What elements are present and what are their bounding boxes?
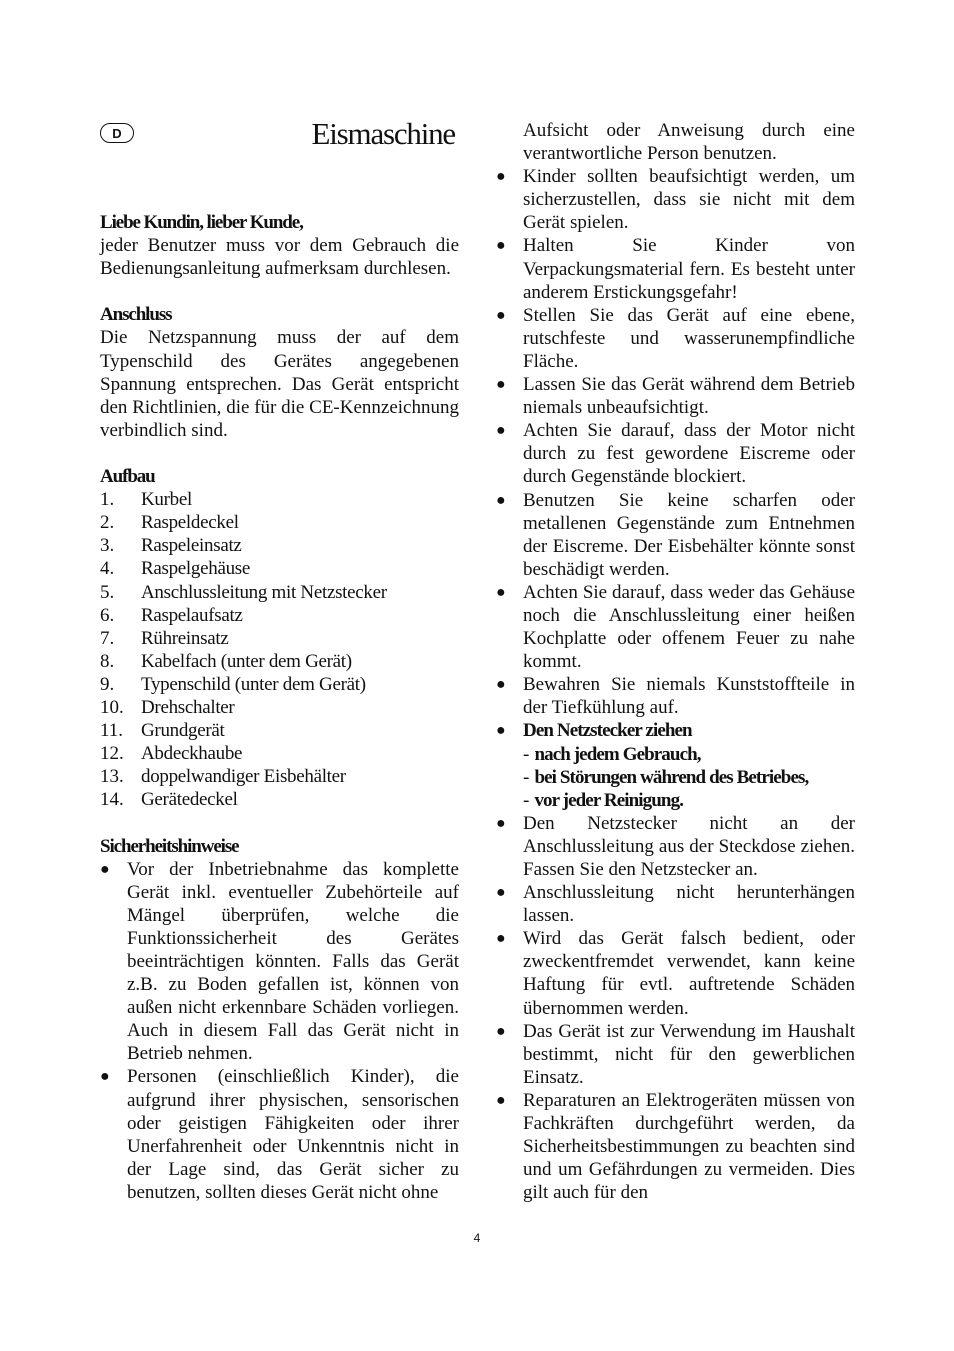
anschluss-text: Die Netzspannung muss der auf dem Typenschild des Gerätes angegebenen Spannung entsprechen. Das Gerät entspricht den Richtlinien, die für die CE-Kennzeichnung verbindlich sind.: [100, 327, 459, 441]
safety-item: ● Benutzen Sie keine scharfen oder metallenen Gegenstände zum Entnehmen der Eiscreme. Der Eisbehälter könnte sonst beschädigt werden.: [496, 489, 855, 580]
safety-item: ● Achten Sie darauf, dass der Motor nicht durch zu fest gewordene Eiscreme oder durch Gegenstände blockiert.: [496, 420, 855, 488]
list-item: 9. Typenschild (unter dem Gerät): [100, 673, 366, 695]
list-item: 4. Raspelgehäuse: [100, 558, 251, 580]
bullet-icon: ●: [496, 237, 506, 255]
bullet-icon: ●: [496, 884, 506, 902]
list-item: 8. Kabelfach (unter dem Gerät): [100, 650, 352, 672]
page-number: 4: [473, 1231, 481, 1245]
list-item: 5. Anschlussleitung mit Netzstecker: [100, 581, 387, 603]
list-item: 10. Drehschalter: [100, 696, 235, 718]
bullet-icon: ●: [496, 168, 506, 186]
bullet-icon: ●: [496, 814, 506, 832]
bullet-icon: ●: [496, 583, 506, 601]
safety-item: ● Achten Sie darauf, dass weder das Gehäuse noch die Anschlussleitung einer heißen Kochplatte oder offenem Feuer zu nahe kommt.: [496, 581, 855, 673]
language-badge: D: [100, 123, 134, 143]
safety-item: ● Lassen Sie das Gerät während dem Betrieb niemals unbeaufsichtigt.: [496, 374, 855, 419]
bullet-icon: ●: [496, 306, 506, 324]
netzstecker-subitem: - nach jedem Gebrauch,: [523, 743, 701, 765]
netzstecker-subitem: - vor jeder Reinigung.: [523, 789, 684, 811]
list-item: 3. Raspeleinsatz: [100, 535, 242, 557]
safety-item: ● Das Gerät ist zur Verwendung im Haushalt bestimmt, nicht für den gewerblichen Einsatz.: [496, 1020, 855, 1088]
bullet-icon: ●: [100, 860, 110, 878]
safety-item-continuation: Aufsicht oder Anweisung durch eine verantwortliche Person benutzen.: [523, 120, 855, 165]
netzstecker-subitem: - bei Störungen während des Betriebes,: [523, 766, 809, 788]
page-title: Eismaschine: [311, 116, 455, 151]
safety-item: ● Personen (einschließlich Kinder), die aufgrund ihrer physischen, sensorischen oder geistigen Fähigkeiten oder ihrer Unerfahrenheit oder Unkenntnis nicht in der Lage sind, das Gerät sicher zu benutzen, sollten dieses Gerät nicht ohne: [100, 1066, 459, 1203]
aufbau-heading: Aufbau: [100, 466, 155, 488]
safety-item: ● Den Netzstecker nicht an der Anschlussleitung aus der Steckdose ziehen. Fassen Sie den Netzstecker an.: [496, 812, 855, 880]
safety-item: ● Reparaturen an Elektrogeräten müssen von Fachkräften durchgeführt werden, da Sicherheitsbestimmungen zu beachten sind und um Gefährdungen zu vermeiden. Dies gilt auch für den: [496, 1089, 855, 1204]
safety-item: ● Vor der Inbetriebnahme das komplette Gerät inkl. eventueller Zubehörteile auf Mängel überprüfen, welche die Funktionssicherheit des Gerätes beeinträchtigen könnten. Falls das Gerät z.B. zu Boden gefallen ist, können von außen nicht erkennbare Schäden vorliegen. Auch in diesem Fall das Gerät nicht in Betrieb nehmen.: [100, 858, 459, 1065]
list-item: 11. Grundgerät: [100, 720, 225, 742]
bullet-icon: ●: [496, 422, 506, 440]
list-item: 1. Kurbel: [100, 489, 192, 511]
list-item: 12. Abdeckhaube: [100, 743, 243, 765]
greeting-text: jeder Benutzer muss vor dem Gebrauch die Bedienungsanleitung aufmerksam durchlesen.: [100, 235, 459, 280]
bullet-icon: ●: [496, 1022, 506, 1040]
sicherheit-heading: Sicherheitshinweise: [100, 835, 239, 857]
bullet-icon: ●: [496, 491, 506, 509]
parts-list: [100, 488, 459, 811]
safety-item-netzstecker: ● Den Netzstecker ziehen: [496, 720, 692, 742]
list-item: 7. Rühreinsatz: [100, 627, 229, 649]
safety-item: ● Anschlussleitung nicht herunterhängen lassen.: [496, 882, 855, 927]
list-item: 14. Gerätedeckel: [100, 789, 238, 811]
bullet-icon: ●: [496, 930, 506, 948]
anschluss-heading: Anschluss: [100, 304, 172, 326]
list-item: 6. Raspelaufsatz: [100, 604, 243, 626]
left-column: [100, 211, 459, 1204]
list-item: 2. Raspeldeckel: [100, 512, 239, 534]
safety-item: ● Stellen Sie das Gerät auf eine ebene, rutschfeste und wasserunempfindliche Fläche.: [496, 304, 855, 372]
right-column: [496, 119, 855, 1204]
greeting-heading: Liebe Kundin, lieber Kunde,: [100, 212, 303, 233]
list-item: 13. doppelwandiger Eisbehälter: [100, 766, 346, 788]
bullet-icon: ●: [496, 676, 506, 694]
bullet-icon: ●: [496, 722, 506, 740]
safety-item: ● Bewahren Sie niemals Kunststoffteile in der Tiefkühlung auf.: [496, 674, 855, 719]
bullet-icon: ●: [496, 1091, 506, 1109]
bullet-icon: ●: [100, 1068, 110, 1086]
safety-item: ● Kinder sollten beaufsichtigt werden, um sicherzustellen, dass sie nicht mit dem Gerät spielen.: [496, 166, 855, 234]
safety-item: ● Wird das Gerät falsch bedient, oder zweckentfremdet verwendet, kann keine Haftung für evtl. auftretende Schäden übernommen werden.: [496, 928, 855, 1019]
safety-item: ● Halten Sie Kinder von Verpackungsmaterial fern. Es besteht unter anderem Erstickungsgefahr!: [496, 235, 855, 303]
bullet-icon: ●: [496, 376, 506, 394]
